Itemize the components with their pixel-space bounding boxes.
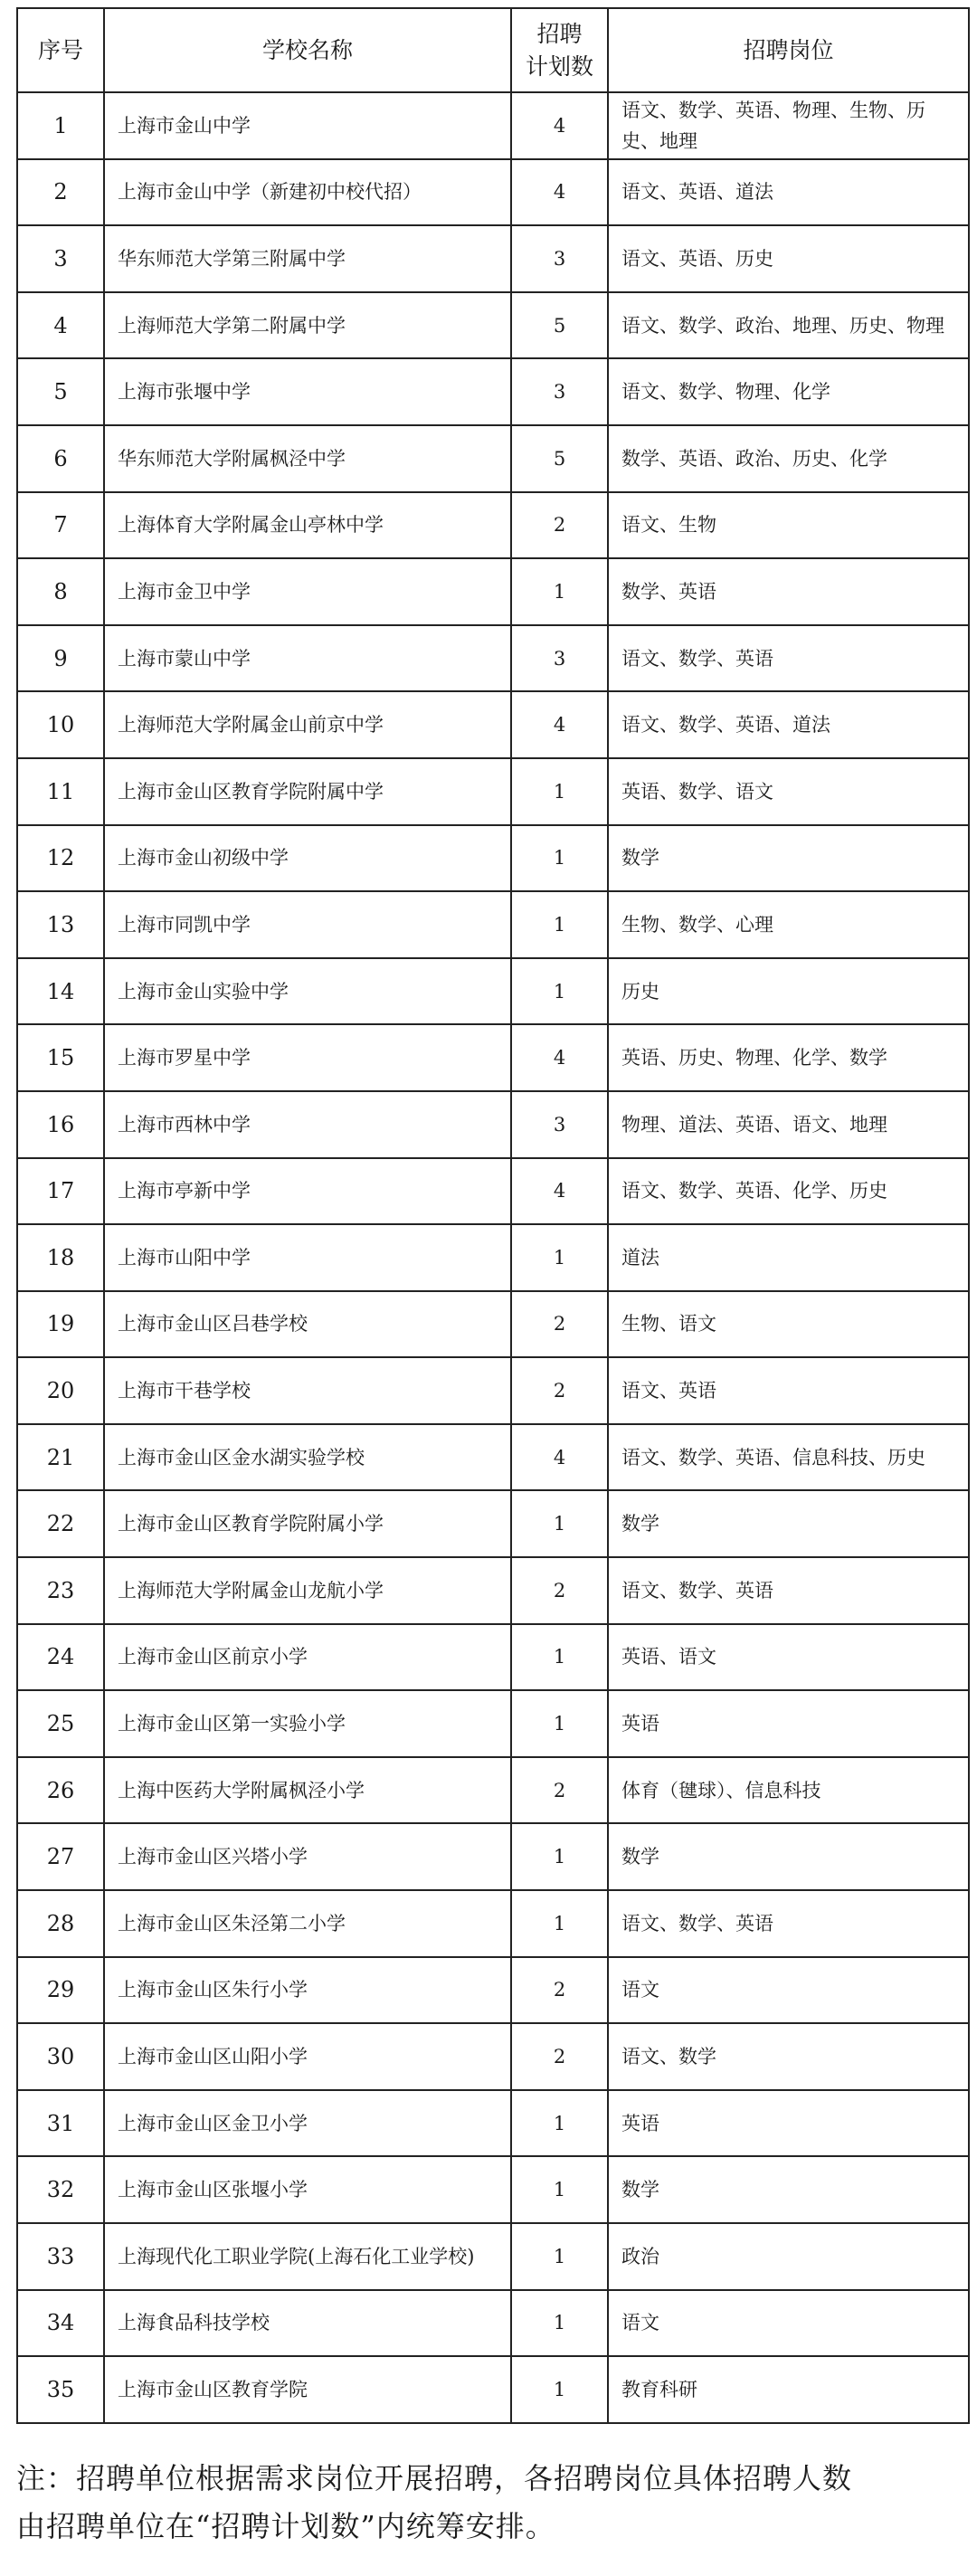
- cell-serial-number: 31: [17, 2090, 104, 2157]
- cell-positions: 语文、英语、道法: [608, 159, 969, 226]
- cell-positions: 政治: [608, 2223, 969, 2290]
- cell-positions: 道法: [608, 1224, 969, 1291]
- cell-positions: 语文、数学、物理、化学: [608, 358, 969, 425]
- table-row: [17, 1224, 969, 1291]
- cell-serial-number: 27: [17, 1823, 104, 1890]
- table-row: [17, 1424, 969, 1491]
- cell-school-name: 上海市西林中学: [104, 1091, 511, 1158]
- table-row: [17, 1091, 969, 1158]
- table-row: [17, 2290, 969, 2357]
- cell-serial-number: 3: [17, 225, 104, 292]
- cell-serial-number: 9: [17, 625, 104, 692]
- cell-school-name: 华东师范大学附属枫泾中学: [104, 425, 511, 492]
- cell-school-name: 上海市金山初级中学: [104, 825, 511, 892]
- table-body: [17, 92, 969, 2423]
- cell-school-name: 上海市金山区金水湖实验学校: [104, 1424, 511, 1491]
- table-row: [17, 1690, 969, 1757]
- table-row: [17, 1890, 969, 1957]
- table-row: [17, 2023, 969, 2090]
- cell-serial-number: 7: [17, 492, 104, 559]
- cell-plan-count: 2: [511, 1757, 608, 1824]
- cell-plan-count: 1: [511, 2223, 608, 2290]
- table-row: [17, 1624, 969, 1691]
- cell-positions: 数学、英语、政治、历史、化学: [608, 425, 969, 492]
- table-row: [17, 2356, 969, 2423]
- cell-serial-number: 2: [17, 159, 104, 226]
- table-row: [17, 1490, 969, 1557]
- cell-plan-count: 1: [511, 1890, 608, 1957]
- table-header-row: [17, 8, 969, 92]
- table-row: [17, 92, 969, 159]
- cell-positions: 数学: [608, 825, 969, 892]
- cell-plan-count: 1: [511, 1690, 608, 1757]
- footnote: [16, 2455, 966, 2551]
- cell-plan-count: 1: [511, 1823, 608, 1890]
- cell-plan-count: 4: [511, 1158, 608, 1225]
- cell-positions: 语文、数学、政治、地理、历史、物理: [608, 292, 969, 359]
- cell-serial-number: 22: [17, 1490, 104, 1557]
- cell-serial-number: 23: [17, 1557, 104, 1624]
- cell-plan-count: 4: [511, 691, 608, 758]
- cell-serial-number: 15: [17, 1024, 104, 1091]
- cell-serial-number: 21: [17, 1424, 104, 1491]
- cell-positions: 语文、数学、英语: [608, 1890, 969, 1957]
- cell-school-name: 上海市金山中学: [104, 92, 511, 159]
- cell-positions: 生物、数学、心理: [608, 891, 969, 958]
- cell-plan-count: 1: [511, 1224, 608, 1291]
- cell-positions: 语文、数学: [608, 2023, 969, 2090]
- cell-positions: 英语: [608, 2090, 969, 2157]
- table-row: [17, 558, 969, 625]
- cell-serial-number: 6: [17, 425, 104, 492]
- table-row: [17, 891, 969, 958]
- table-row: [17, 2090, 969, 2157]
- table-row: [17, 2156, 969, 2223]
- cell-serial-number: 24: [17, 1624, 104, 1691]
- cell-plan-count: 1: [511, 558, 608, 625]
- cell-plan-count: 3: [511, 1091, 608, 1158]
- cell-serial-number: 11: [17, 758, 104, 825]
- cell-positions: 历史: [608, 958, 969, 1025]
- cell-school-name: 上海现代化工职业学院(上海石化工业学校): [104, 2223, 511, 2290]
- cell-school-name: 华东师范大学第三附属中学: [104, 225, 511, 292]
- cell-serial-number: 8: [17, 558, 104, 625]
- cell-serial-number: 10: [17, 691, 104, 758]
- table-row: [17, 758, 969, 825]
- cell-positions: 数学: [608, 2156, 969, 2223]
- cell-school-name: 上海市金山区教育学院附属中学: [104, 758, 511, 825]
- table-row: [17, 1757, 969, 1824]
- cell-school-name: 上海师范大学附属金山龙航小学: [104, 1557, 511, 1624]
- cell-plan-count: 1: [511, 891, 608, 958]
- cell-positions: 语文: [608, 1957, 969, 2024]
- cell-school-name: 上海市同凯中学: [104, 891, 511, 958]
- table-row: [17, 425, 969, 492]
- cell-serial-number: 34: [17, 2290, 104, 2357]
- cell-serial-number: 4: [17, 292, 104, 359]
- cell-school-name: 上海市山阳中学: [104, 1224, 511, 1291]
- footnote-line-2: 由招聘单位在“招聘计划数”内统筹安排。: [16, 2509, 555, 2543]
- cell-school-name: 上海市亭新中学: [104, 1158, 511, 1225]
- table-row: [17, 1291, 969, 1358]
- cell-positions: 英语、历史、物理、化学、数学: [608, 1024, 969, 1091]
- cell-school-name: 上海体育大学附属金山亭林中学: [104, 492, 511, 559]
- cell-positions: 英语、语文: [608, 1624, 969, 1691]
- table-row: [17, 958, 969, 1025]
- cell-positions: 语文、数学、英语: [608, 625, 969, 692]
- cell-positions: 英语、数学、语文: [608, 758, 969, 825]
- cell-school-name: 上海市金山区朱泾第二小学: [104, 1890, 511, 1957]
- cell-positions: 语文、数学、英语、道法: [608, 691, 969, 758]
- cell-school-name: 上海市干巷学校: [104, 1357, 511, 1424]
- cell-plan-count: 4: [511, 92, 608, 159]
- cell-school-name: 上海市金山实验中学: [104, 958, 511, 1025]
- cell-serial-number: 13: [17, 891, 104, 958]
- table-row: [17, 225, 969, 292]
- cell-plan-count: 2: [511, 1557, 608, 1624]
- cell-serial-number: 35: [17, 2356, 104, 2423]
- cell-school-name: 上海师范大学第二附属中学: [104, 292, 511, 359]
- cell-positions: 语文、英语: [608, 1357, 969, 1424]
- cell-plan-count: 4: [511, 159, 608, 226]
- cell-positions: 语文: [608, 2290, 969, 2357]
- cell-positions: 语文、英语、历史: [608, 225, 969, 292]
- cell-school-name: 上海市金卫中学: [104, 558, 511, 625]
- cell-school-name: 上海市金山区张堰小学: [104, 2156, 511, 2223]
- table-row: [17, 1024, 969, 1091]
- cell-school-name: 上海市张堰中学: [104, 358, 511, 425]
- header-positions: 招聘岗位: [608, 8, 969, 92]
- cell-positions: 语文、数学、英语、信息科技、历史: [608, 1424, 969, 1491]
- cell-school-name: 上海中医药大学附属枫泾小学: [104, 1757, 511, 1824]
- cell-school-name: 上海市金山区金卫小学: [104, 2090, 511, 2157]
- cell-positions: 生物、语文: [608, 1291, 969, 1358]
- cell-serial-number: 14: [17, 958, 104, 1025]
- table-row: [17, 292, 969, 359]
- cell-school-name: 上海市金山区朱行小学: [104, 1957, 511, 2024]
- cell-school-name: 上海市金山区教育学院: [104, 2356, 511, 2423]
- table-row: [17, 625, 969, 692]
- cell-plan-count: 1: [511, 2356, 608, 2423]
- cell-school-name: 上海市金山区山阳小学: [104, 2023, 511, 2090]
- table-row: [17, 358, 969, 425]
- table-row: [17, 1823, 969, 1890]
- cell-school-name: 上海师范大学附属金山前京中学: [104, 691, 511, 758]
- cell-positions: 数学: [608, 1823, 969, 1890]
- cell-school-name: 上海市罗星中学: [104, 1024, 511, 1091]
- table-row: [17, 2223, 969, 2290]
- cell-serial-number: 19: [17, 1291, 104, 1358]
- table-row: [17, 1158, 969, 1225]
- cell-plan-count: 1: [511, 825, 608, 892]
- cell-serial-number: 26: [17, 1757, 104, 1824]
- cell-positions: 语文、生物: [608, 492, 969, 559]
- cell-plan-count: 1: [511, 758, 608, 825]
- cell-plan-count: 4: [511, 1024, 608, 1091]
- cell-positions: 语文、数学、英语、物理、生物、历史、地理: [608, 92, 969, 159]
- cell-positions: 语文、数学、英语: [608, 1557, 969, 1624]
- cell-positions: 英语: [608, 1690, 969, 1757]
- cell-plan-count: 3: [511, 625, 608, 692]
- header-serial-number: 序号: [17, 8, 104, 92]
- cell-serial-number: 28: [17, 1890, 104, 1957]
- cell-positions: 数学: [608, 1490, 969, 1557]
- cell-plan-count: 1: [511, 2090, 608, 2157]
- cell-positions: 教育科研: [608, 2356, 969, 2423]
- cell-school-name: 上海市金山区前京小学: [104, 1624, 511, 1691]
- cell-serial-number: 17: [17, 1158, 104, 1225]
- cell-serial-number: 16: [17, 1091, 104, 1158]
- cell-serial-number: 20: [17, 1357, 104, 1424]
- cell-plan-count: 2: [511, 1291, 608, 1358]
- footnote-line-1: 注：招聘单位根据需求岗位开展招聘，各招聘岗位具体招聘人数: [16, 2461, 853, 2495]
- cell-school-name: 上海食品科技学校: [104, 2290, 511, 2357]
- table-row: [17, 691, 969, 758]
- cell-serial-number: 18: [17, 1224, 104, 1291]
- table-row: [17, 1357, 969, 1424]
- cell-plan-count: 3: [511, 225, 608, 292]
- table-row: [17, 825, 969, 892]
- cell-plan-count: 1: [511, 1490, 608, 1557]
- table-row: [17, 492, 969, 559]
- table-row: [17, 159, 969, 226]
- cell-positions: 物理、道法、英语、语文、地理: [608, 1091, 969, 1158]
- cell-plan-count: 1: [511, 2156, 608, 2223]
- cell-serial-number: 25: [17, 1690, 104, 1757]
- cell-plan-count: 2: [511, 492, 608, 559]
- recruitment-table: [16, 7, 970, 2424]
- cell-school-name: 上海市金山区教育学院附属小学: [104, 1490, 511, 1557]
- cell-school-name: 上海市金山区第一实验小学: [104, 1690, 511, 1757]
- header-school-name: 学校名称: [104, 8, 511, 92]
- header-plan-count: 招聘 计划数: [511, 8, 608, 92]
- cell-plan-count: 5: [511, 292, 608, 359]
- cell-plan-count: 1: [511, 1624, 608, 1691]
- cell-plan-count: 1: [511, 958, 608, 1025]
- cell-serial-number: 1: [17, 92, 104, 159]
- cell-plan-count: 5: [511, 425, 608, 492]
- cell-plan-count: 4: [511, 1424, 608, 1491]
- cell-plan-count: 2: [511, 1357, 608, 1424]
- table-row: [17, 1957, 969, 2024]
- cell-school-name: 上海市金山区吕巷学校: [104, 1291, 511, 1358]
- cell-plan-count: 1: [511, 2290, 608, 2357]
- cell-plan-count: 3: [511, 358, 608, 425]
- cell-plan-count: 2: [511, 1957, 608, 2024]
- cell-serial-number: 29: [17, 1957, 104, 2024]
- cell-school-name: 上海市蒙山中学: [104, 625, 511, 692]
- cell-serial-number: 32: [17, 2156, 104, 2223]
- cell-serial-number: 12: [17, 825, 104, 892]
- cell-serial-number: 33: [17, 2223, 104, 2290]
- cell-serial-number: 30: [17, 2023, 104, 2090]
- cell-school-name: 上海市金山中学（新建初中校代招）: [104, 159, 511, 226]
- cell-positions: 数学、英语: [608, 558, 969, 625]
- cell-positions: 体育（毽球）、信息科技: [608, 1757, 969, 1824]
- table-row: [17, 1557, 969, 1624]
- cell-plan-count: 2: [511, 2023, 608, 2090]
- cell-serial-number: 5: [17, 358, 104, 425]
- cell-positions: 语文、数学、英语、化学、历史: [608, 1158, 969, 1225]
- cell-school-name: 上海市金山区兴塔小学: [104, 1823, 511, 1890]
